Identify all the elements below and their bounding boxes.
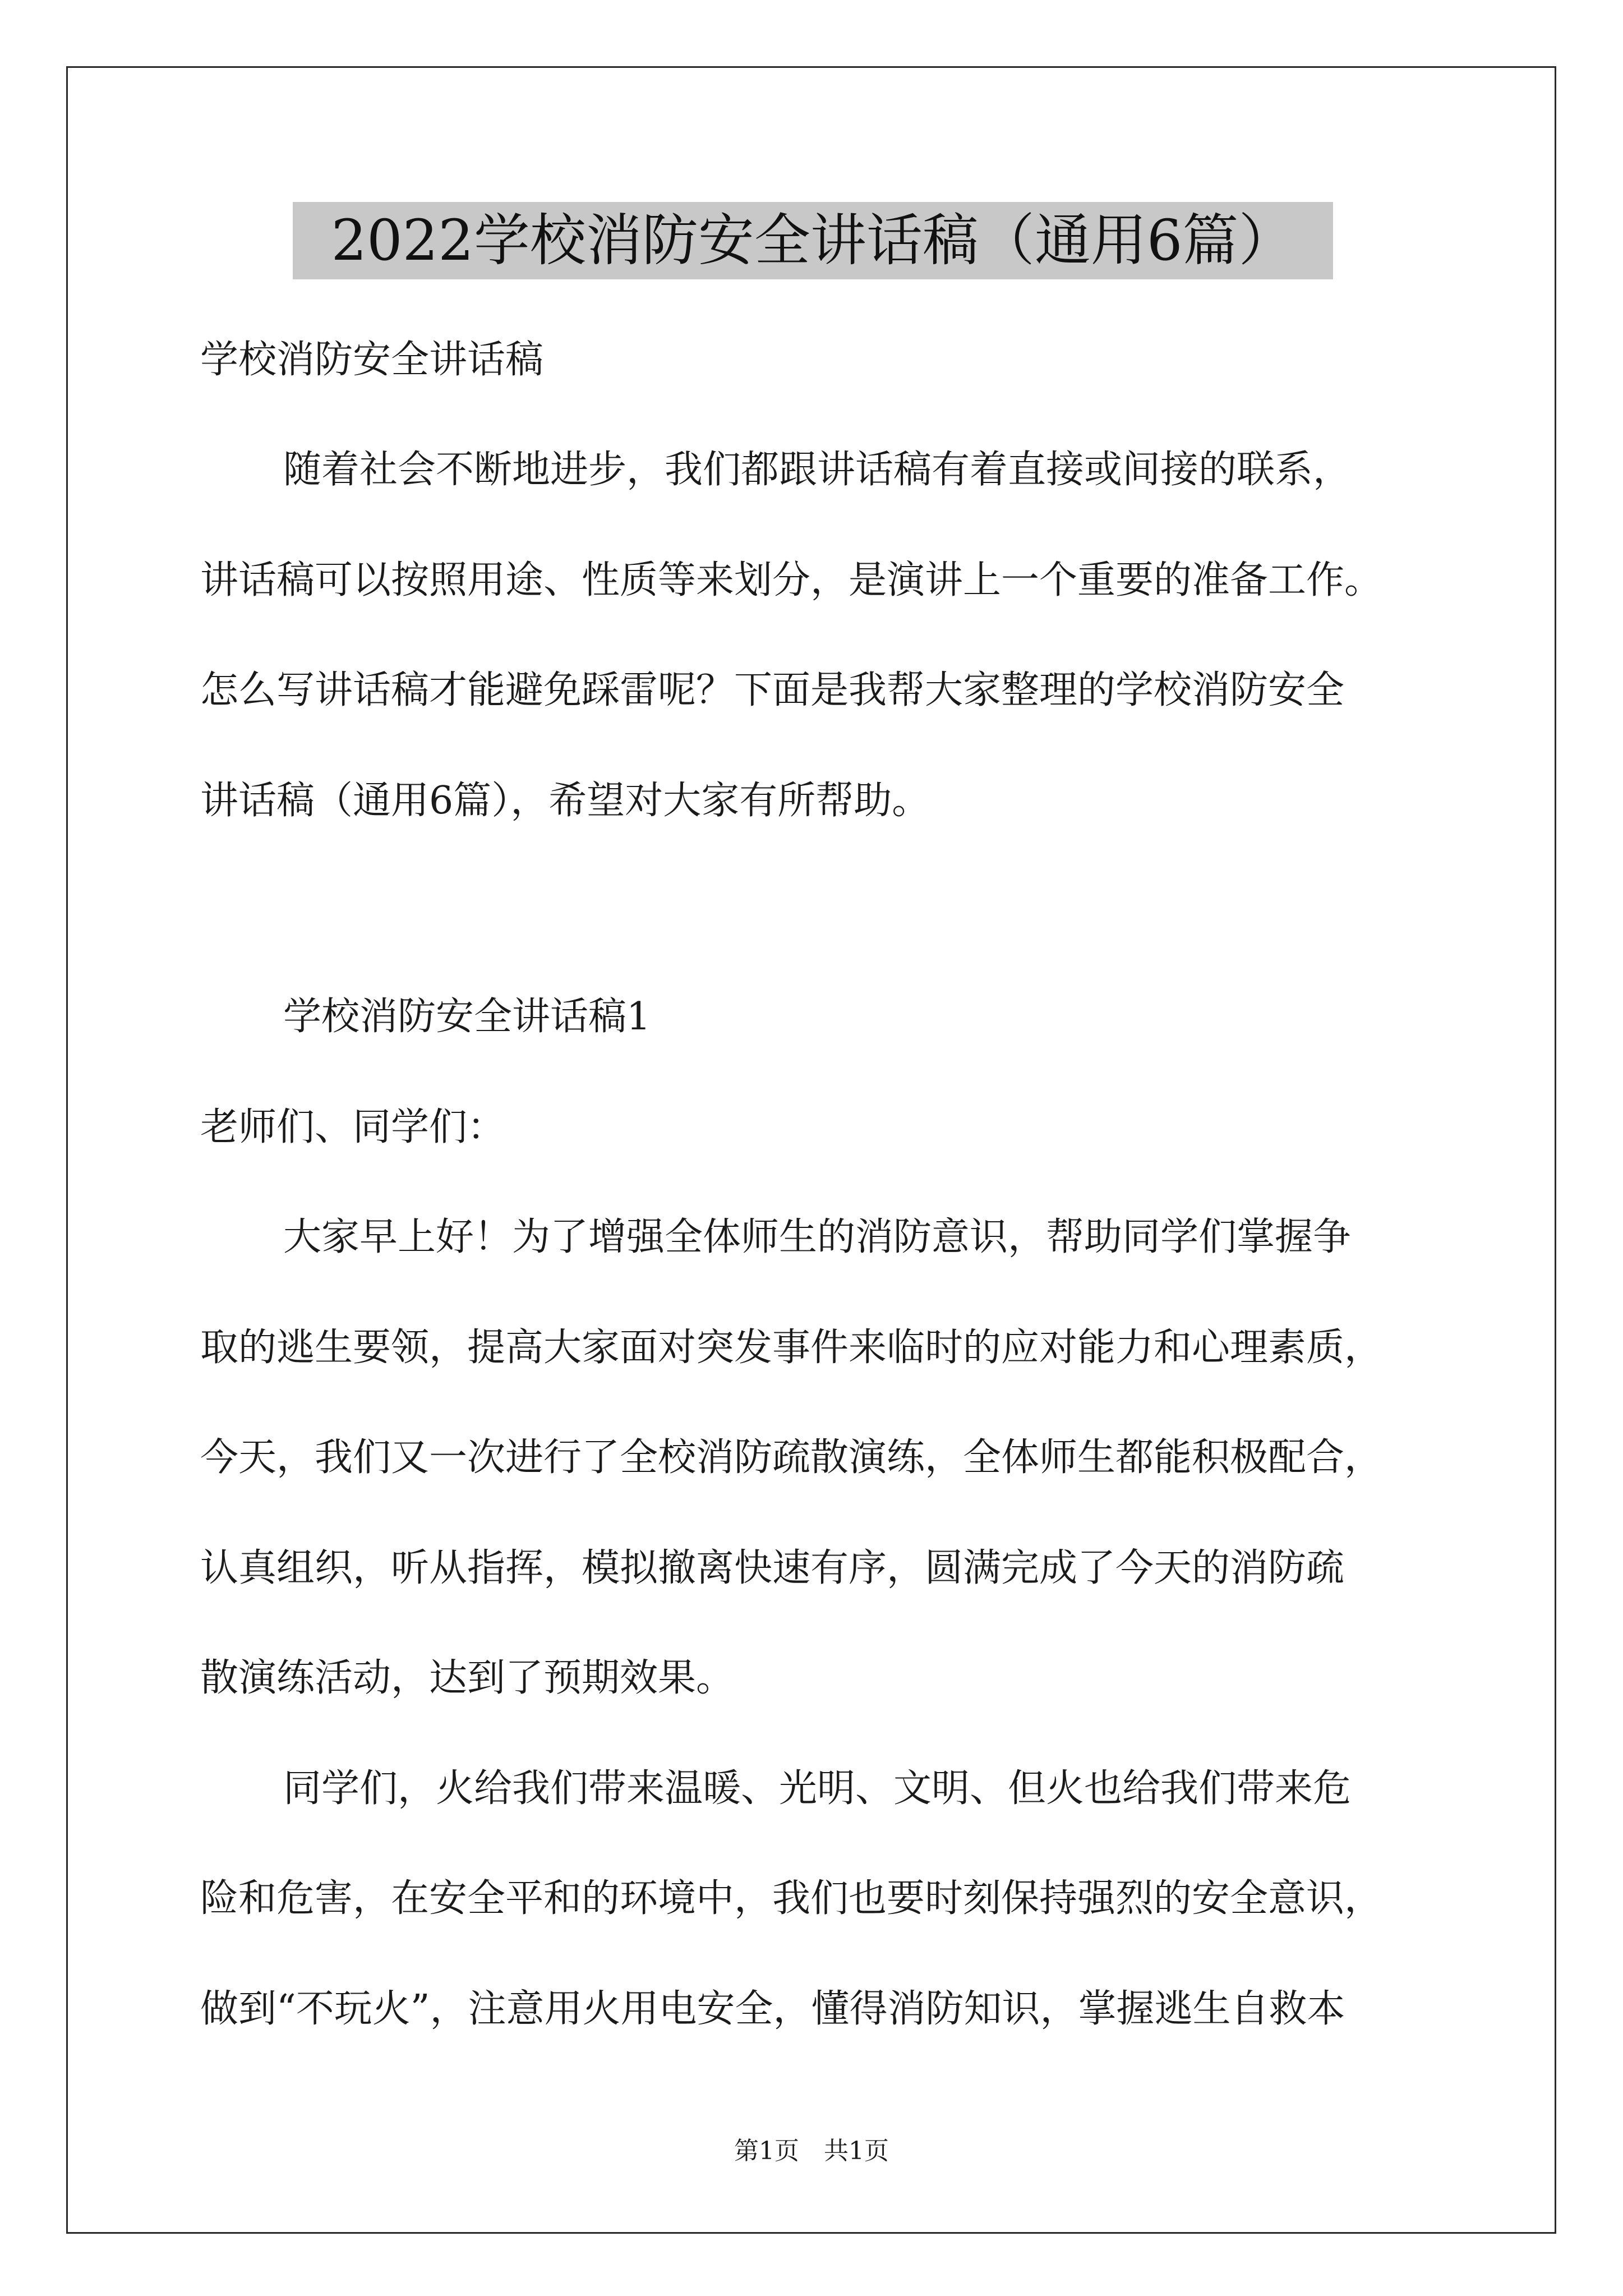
paragraph-line: 随着社会不断地进步，我们都跟讲话稿有着直接或间接的联系， bbox=[283, 448, 1352, 492]
paragraph-line: 取的逃生要领，提高大家面对突发事件来临时的应对能力和心理素质， bbox=[200, 1326, 1383, 1370]
document-title: 2022学校消防安全讲话稿（通用6篇） bbox=[293, 202, 1333, 279]
paragraph-line: 险和危害，在安全平和的环境中，我们也要时刻保持强烈的安全意识， bbox=[200, 1876, 1383, 1921]
paragraph-line: 大家早上好！为了增强全体师生的消防意识，帮助同学们掌握争 bbox=[283, 1215, 1352, 1259]
paragraph-line: 做到“不玩火”，注意用火用电安全，懂得消防知识，掌握逃生自救本 bbox=[200, 1987, 1345, 2031]
paragraph-line: 认真组织，听从指挥，模拟撤离快速有序，圆满完成了今天的消防疏 bbox=[200, 1546, 1345, 1590]
subsection-heading: 学校消防安全讲话稿1 bbox=[283, 995, 651, 1039]
paragraph-line: 今天，我们又一次进行了全校消防疏散演练，全体师生都能积极配合， bbox=[200, 1435, 1383, 1480]
paragraph-line: 散演练活动，达到了预期效果。 bbox=[200, 1656, 735, 1700]
paragraph-line: 怎么写讲话稿才能避免踩雷呢？下面是我帮大家整理的学校消防安全 bbox=[200, 668, 1345, 712]
paragraph-line: 同学们，火给我们带来温暖、光明、文明、但火也给我们带来危 bbox=[283, 1766, 1352, 1811]
salutation: 老师们、同学们： bbox=[200, 1105, 506, 1149]
paragraph-line: 讲话稿可以按照用途、性质等来划分，是演讲上一个重要的准备工作。 bbox=[200, 558, 1383, 602]
paragraph-line: 讲话稿（通用6篇），希望对大家有所帮助。 bbox=[200, 779, 930, 823]
page-footer: 第1页 共1页 bbox=[734, 2137, 889, 2165]
section-heading: 学校消防安全讲话稿 bbox=[200, 338, 544, 382]
